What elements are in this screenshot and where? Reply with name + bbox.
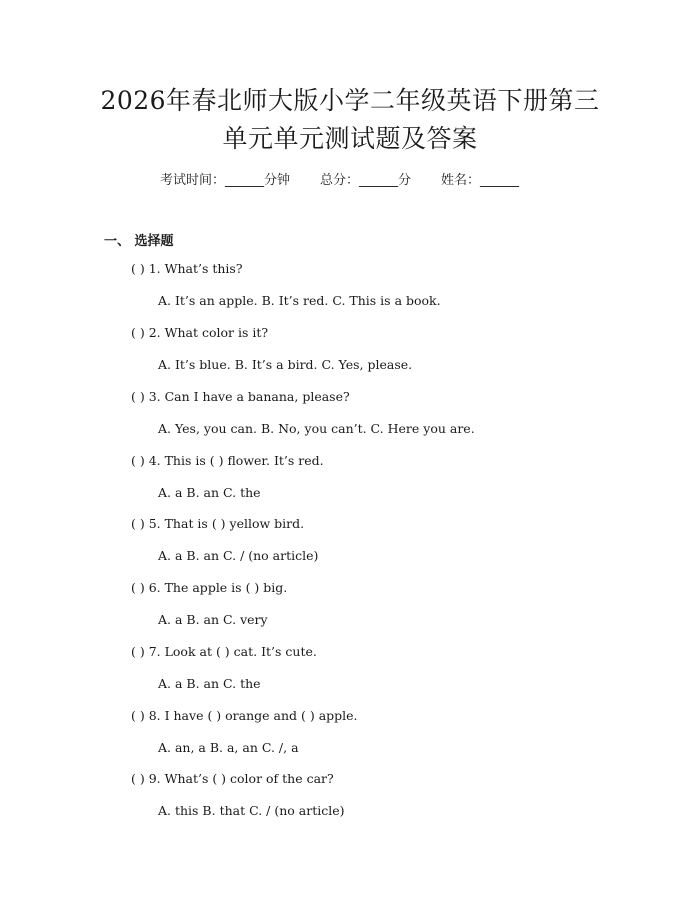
question-7: ( ) 7. Look at ( ) cat. It’s cute.: [131, 644, 317, 659]
question-7-options: A. a B. an C. the: [158, 676, 261, 691]
question-4: ( ) 4. This is ( ) flower. It’s red.: [131, 453, 324, 468]
question-2: ( ) 2. What color is it?: [131, 325, 269, 340]
question-4-options: A. a B. an C. the: [158, 485, 261, 500]
question-5: ( ) 5. That is ( ) yellow bird.: [131, 516, 305, 531]
exam-time-label: 考试时间：______分钟: [160, 173, 291, 188]
question-1-options: A. It’s an apple. B. It’s red. C. This is a book.: [158, 293, 441, 308]
question-6-options: A. a B. an C. very: [158, 612, 268, 627]
question-8-options: A. an, a B. a, an C. /, a: [158, 740, 299, 755]
exam-info: [160, 169, 519, 188]
question-6: ( ) 6. The apple is ( ) big.: [131, 580, 288, 595]
question-1: ( ) 1. What’s this?: [131, 261, 243, 276]
total-score-label: 总分：______分: [320, 173, 412, 188]
question-5-options: A. a B. an C. / (no article): [158, 548, 319, 563]
question-3: ( ) 3. Can I have a banana, please?: [131, 389, 350, 404]
question-3-options: A. Yes, you can. B. No, you can’t. C. Here you are.: [158, 421, 475, 436]
page-title-line-1: 2026年春北师大版小学二年级英语下册第三: [100, 86, 600, 115]
question-2-options: A. It’s blue. B. It’s a bird. C. Yes, please.: [158, 357, 413, 372]
question-8: ( ) 8. I have ( ) orange and ( ) apple.: [131, 708, 358, 723]
section-heading: 一、 选择题: [104, 234, 174, 249]
name-label: 姓名：______: [441, 173, 520, 188]
page-title-line-2: 单元单元测试题及答案: [222, 124, 478, 153]
question-9-options: A. this B. that C. / (no article): [158, 803, 345, 818]
question-9: ( ) 9. What’s ( ) color of the car?: [131, 771, 334, 786]
